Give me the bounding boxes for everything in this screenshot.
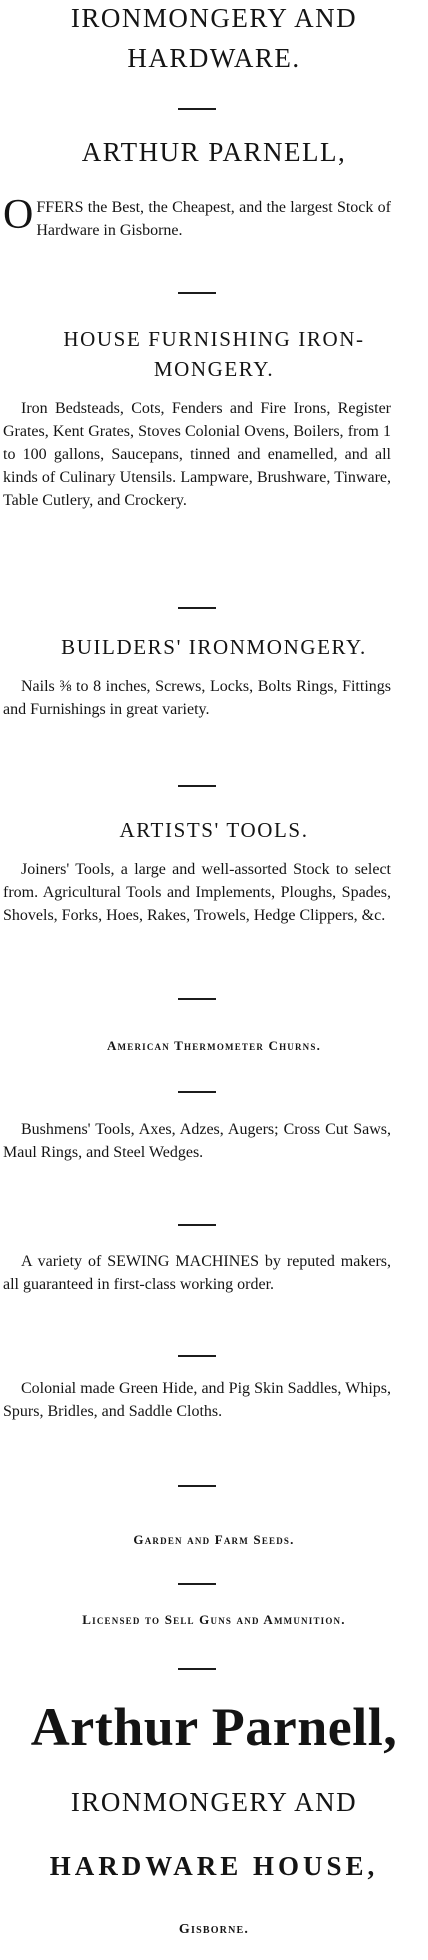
artists-text: Joiners' Tools, a large and well-assorted Stock to select from. Agricultural Tools and Implements, Ploughs, Spades, Shovels, Forks, Hoes, Rakes, Trowels, Hedge Clippers, &c. xyxy=(3,861,391,924)
proprietor-name: ARTHUR PARNELL, xyxy=(81,137,347,167)
artists-title: ARTISTS' TOOLS. xyxy=(119,818,309,842)
saddlery-text: Colonial made Green Hide, and Pig Skin Saddles, Whips, Spurs, Bridles, and Saddle Cloths. xyxy=(3,1380,391,1420)
builders-title: BUILDERS' IRONMONGERY. xyxy=(61,635,367,659)
footer-name: Arthur Parnell, xyxy=(30,1697,398,1757)
bushmen-text: Bushmens' Tools, Axes, Adzes, Augers; Cross Cut Saws, Maul Rings, and Steel Wedges. xyxy=(3,1121,391,1161)
divider xyxy=(178,292,216,294)
footer-town: Gisborne. xyxy=(178,1922,250,1937)
intro-paragraph xyxy=(3,192,391,242)
drop-cap: O xyxy=(3,192,34,238)
builders-text: Nails ⅜ to 8 inches, Screws, Locks, Bolts Rings, Fittings and Furnishings in great variety. xyxy=(3,678,391,718)
house-furnishing-title-2: MONGERY. xyxy=(153,357,275,381)
divider xyxy=(178,1583,216,1585)
intro-text: FFERS the Best, the Cheapest, and the largest Stock of Hardware in Gisborne. xyxy=(36,199,391,239)
divider xyxy=(178,785,216,787)
divider xyxy=(178,607,216,609)
divider xyxy=(178,1355,216,1357)
footer-line-2: HARDWARE HOUSE, xyxy=(49,1851,379,1881)
divider xyxy=(178,1091,216,1093)
heading-line-1: IRONMONGERY AND xyxy=(70,3,358,33)
divider xyxy=(178,998,216,1000)
divider xyxy=(178,1668,216,1670)
sewing-text: A variety of SEWING MACHINES by reputed makers, all guaranteed in first-class working order. xyxy=(3,1253,391,1293)
divider xyxy=(178,1224,216,1226)
divider xyxy=(178,108,216,110)
seeds-line: Garden and Farm Seeds. xyxy=(133,1532,295,1547)
house-furnishing-title-1: HOUSE FURNISHING IRON- xyxy=(63,327,365,351)
licence-line: Licensed to Sell Guns and Ammunition. xyxy=(82,1612,346,1627)
footer-line-1: IRONMONGERY AND xyxy=(70,1787,358,1817)
heading-line-2: HARDWARE. xyxy=(127,43,301,73)
churns-line: American Thermometer Churns. xyxy=(106,1038,322,1053)
divider xyxy=(178,1485,216,1487)
house-furnishing-text: Iron Bedsteads, Cots, Fenders and Fire Irons, Register Grates, Kent Grates, Stoves Colonial Ovens, Boilers, from 1 to 100 gallons, Saucepans, tinned and enamelled, and all kinds of Culinary Utensils. Lampware, Brushware, Tinware, Table Cutlery, and Crockery. xyxy=(3,400,391,509)
